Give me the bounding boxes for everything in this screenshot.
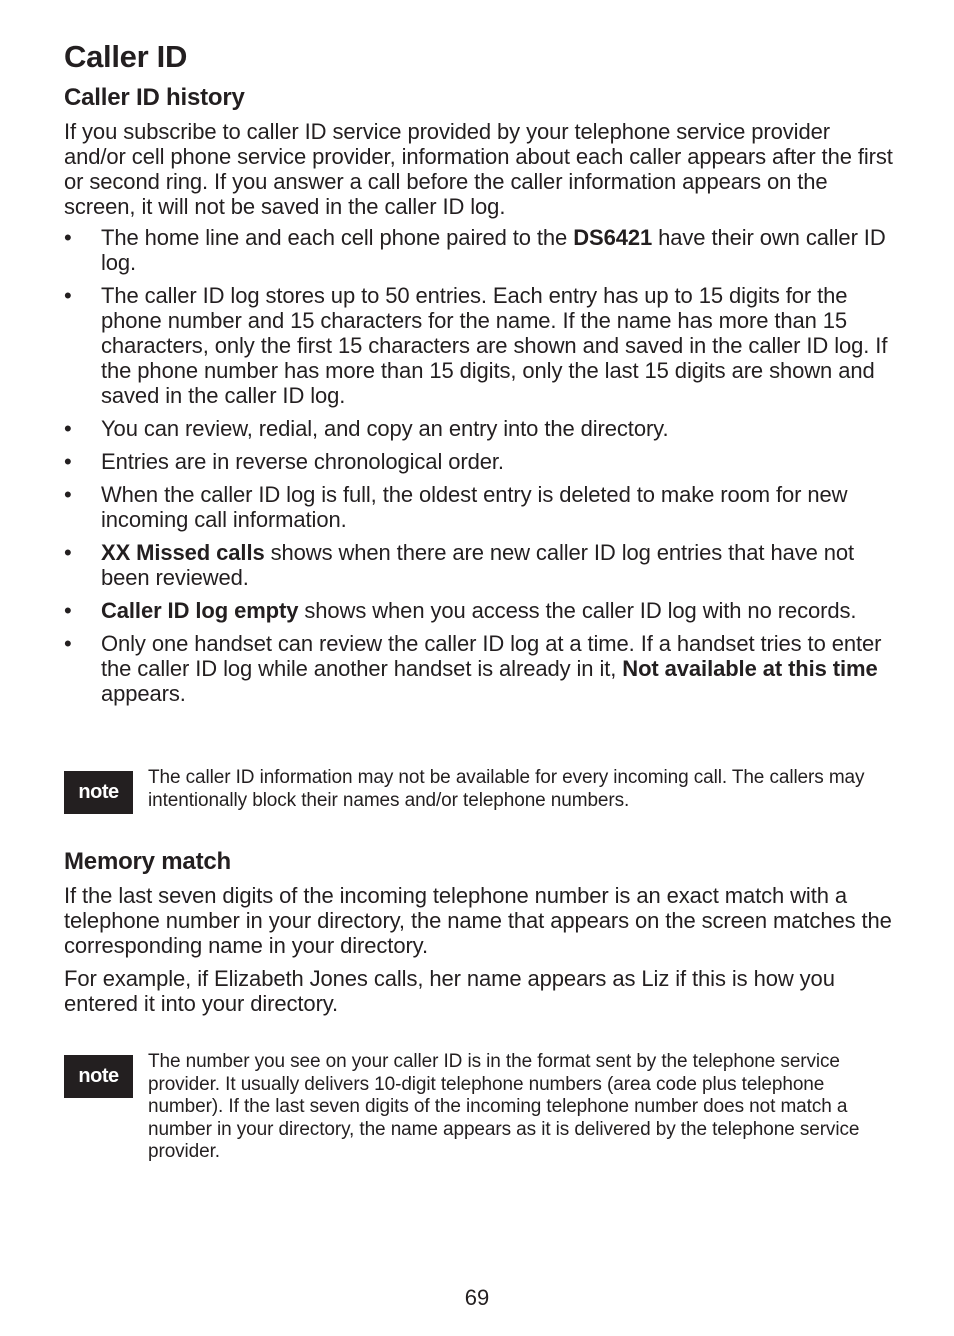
history-bullet-list xyxy=(64,225,894,706)
bullet-text: shows when there are new caller ID log entries that have not been reviewed. xyxy=(101,540,855,591)
bullet-icon: • xyxy=(64,598,72,624)
bullet-text: The home line and each cell phone paired to the xyxy=(101,225,574,251)
bullet-text: Entries are in reverse chronological order. xyxy=(101,449,504,475)
bullet-text: appears. xyxy=(101,681,186,707)
list-item xyxy=(64,283,894,408)
bullet-text: shows when you access the caller ID log with no records. xyxy=(298,598,857,624)
list-item xyxy=(64,416,894,441)
list-item xyxy=(64,449,894,474)
list-item xyxy=(64,225,894,275)
bullet-icon: • xyxy=(64,449,72,475)
bullet-icon: • xyxy=(64,225,72,251)
bullet-bold-term: Caller ID log empty xyxy=(101,598,299,624)
bullet-text: The caller ID log stores up to 50 entries. Each entry has up to 15 digits for the phone number and 15 characters for the name. If the name has more than 15 characters, only the first 15 characters are shown and saved in the caller ID log. If the phone number has more than 15 digits, only the last 15 digits are shown and saved in the caller ID log. xyxy=(101,283,888,409)
page-number: 69 xyxy=(464,1285,490,1310)
page-title: Caller ID xyxy=(64,39,188,74)
caller-id-history-section xyxy=(64,85,894,714)
bullet-icon: • xyxy=(64,540,72,566)
memory-paragraph-2: For example, if Elizabeth Jones calls, her name appears as Liz if this is how you entered it into your directory. xyxy=(64,966,835,1017)
bullet-icon: • xyxy=(64,631,72,657)
bullet-icon: • xyxy=(64,482,72,508)
bullet-text: Only one handset can review the caller ID log at a time. If a handset tries to enter the caller ID log while another handset is already in it, xyxy=(101,631,882,682)
section-heading-memory-match: Memory match xyxy=(64,848,231,875)
list-item xyxy=(64,482,894,532)
note-badge-icon: note xyxy=(64,771,133,814)
memory-paragraph-1: If the last seven digits of the incoming telephone number is an exact match with a telephone number in your directory, the name that appears on the screen matches the corresponding name in your directory. xyxy=(64,883,892,959)
bullet-bold-term: XX Missed calls xyxy=(101,540,265,566)
section-heading-caller-id-history: Caller ID history xyxy=(64,84,245,111)
memory-match-section xyxy=(64,849,894,1016)
bullet-icon: • xyxy=(64,416,72,442)
note-text: The caller ID information may not be available for every incoming call. The callers may intentionally block their names and/or telephone numbers. xyxy=(148,767,865,811)
list-item xyxy=(64,631,894,706)
bullet-text: You can review, redial, and copy an entry into the directory. xyxy=(101,416,669,442)
bullet-text: have their own caller ID log. xyxy=(101,225,886,276)
list-item xyxy=(64,540,894,590)
list-item xyxy=(64,598,894,623)
note-text: The number you see on your caller ID is in the format sent by the telephone service provider. It usually delivers 10-digit telephone numbers (area code plus telephone number). If the last seven digits of the incoming telephone number does not match a number in your directory, the name appears as it is delivered by the telephone service provider. xyxy=(148,1051,860,1162)
bullet-bold-term: DS6421 xyxy=(573,225,653,251)
bullet-bold-term: Not available at this time xyxy=(622,656,878,682)
bullet-text: When the caller ID log is full, the oldest entry is deleted to make room for new incoming call information. xyxy=(101,482,848,533)
history-intro-paragraph: If you subscribe to caller ID service provided by your telephone service provider and/or cell phone service provider, information about each caller appears after the first or second ring. If you answer a call before the caller information appears on the screen, it will not be saved in the caller ID log. xyxy=(64,119,893,220)
note-badge-icon: note xyxy=(64,1055,133,1098)
bullet-icon: • xyxy=(64,283,72,309)
